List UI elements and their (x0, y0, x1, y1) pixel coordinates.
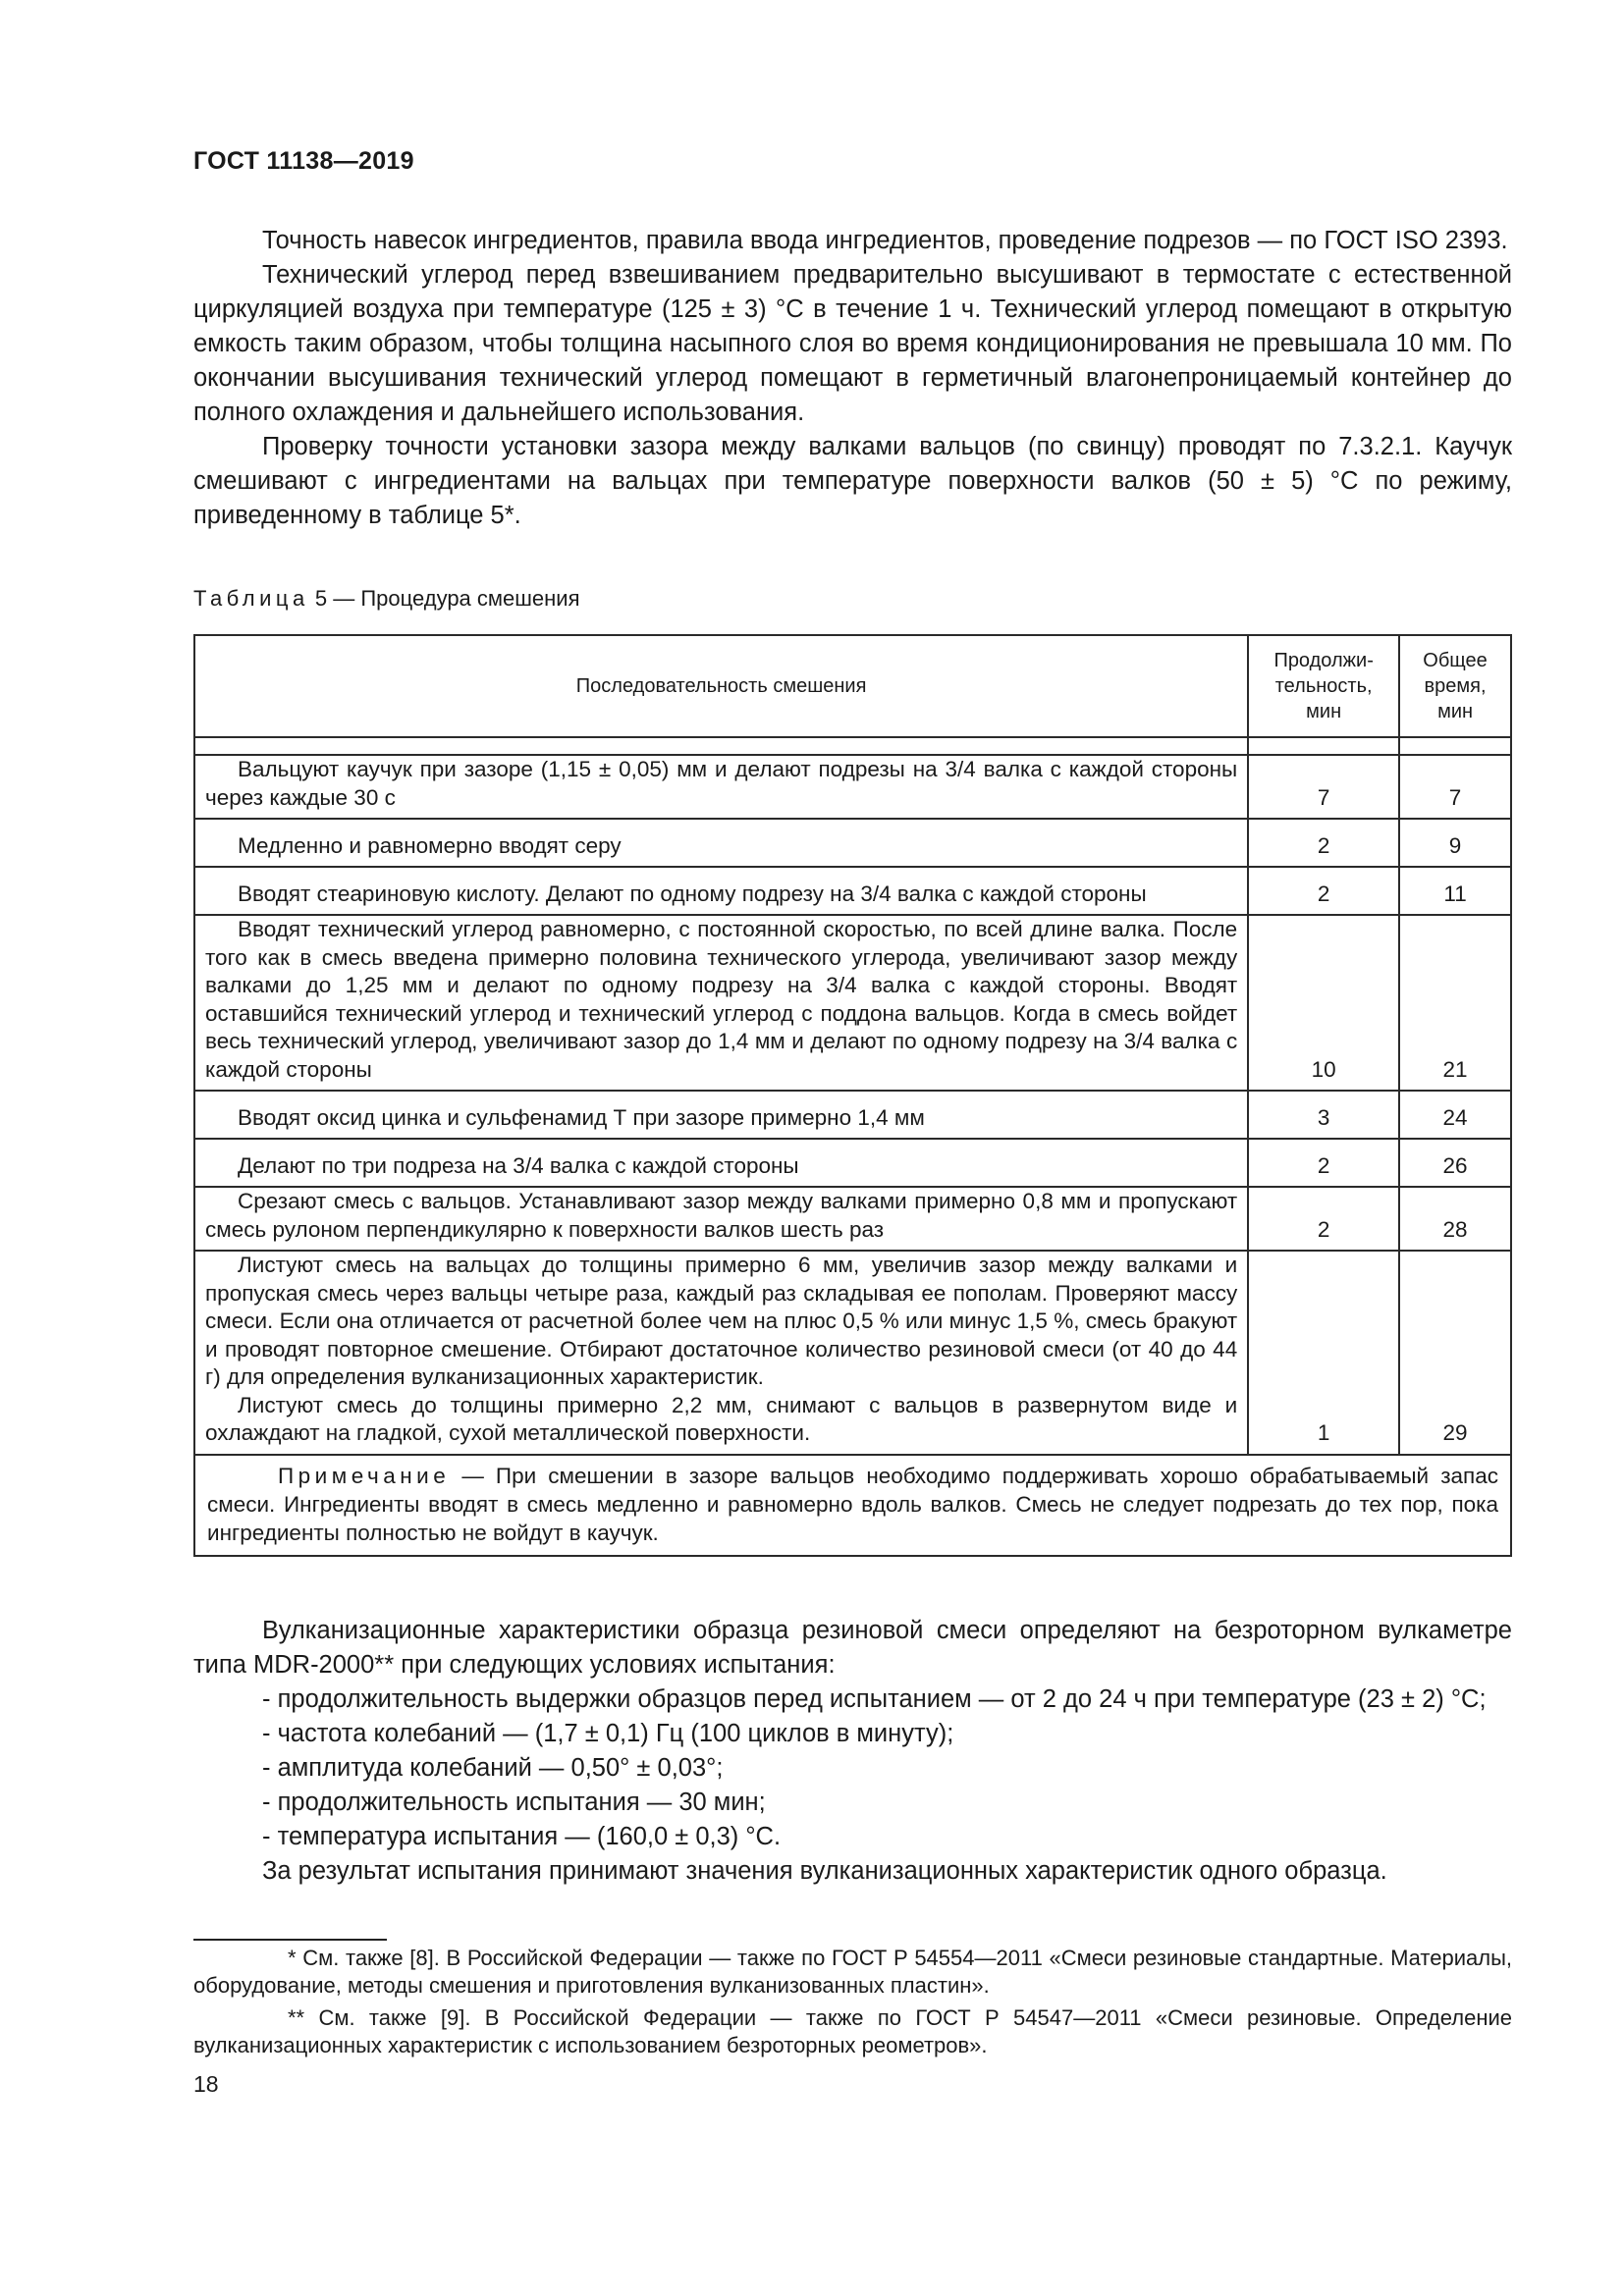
header-total-line: мин (1437, 701, 1474, 722)
page-number: 18 (193, 2071, 219, 2097)
test-condition: - продолжительность выдержки образцов перед испытанием — от 2 до 24 ч при температуре (23 ± 2) °С; (262, 1685, 1487, 1713)
row-description: Делают по три подреза на 3/4 валка с каждой стороны (194, 1139, 1248, 1187)
header-total-time (1399, 635, 1511, 737)
row-total: 29 (1399, 1251, 1511, 1455)
table-row (194, 1187, 1511, 1251)
paragraph: Точность навесок ингредиентов, правила ввода ингредиентов, проведение подрезов — по ГОСТ ISO 2393. (262, 227, 1508, 254)
row-duration: 2 (1248, 819, 1399, 867)
header-total-line: Общее (1423, 650, 1488, 671)
table-note-row (194, 1455, 1511, 1556)
row-total: 7 (1399, 755, 1511, 819)
test-condition: - температура испытания — (160,0 ± 0,3) °С. (262, 1823, 782, 1850)
vulcanization-section (193, 1614, 1512, 1889)
footnote-divider (193, 1939, 387, 1941)
header-duration (1248, 635, 1399, 737)
table-row (194, 1251, 1511, 1455)
header-duration-line: Продолжи- (1273, 650, 1374, 671)
row-description: Вводят технический углерод равномерно, с постоянной скоростью, по всей длине валка. После того как в смесь введена примерно половина технического углерода, увеличивают зазор между валками до 1,25 мм и делают по одному подрезу на 3/4 валка с каждой стороны. Вводят оставшийся технический углерод и технический углерод с поддона вальцов. Когда в смесь войдет весь технический углерод, увеличивают зазор до 1,4 мм и делают по одному подрезу на 3/4 валка с каждой стороны (194, 915, 1248, 1091)
row-total: 21 (1399, 915, 1511, 1091)
table-row (194, 915, 1511, 1091)
row-description: Вводят стеариновую кислоту. Делают по одному подрезу на 3/4 валка с каждой стороны (194, 867, 1248, 915)
header-spacer-row (194, 737, 1511, 755)
footnote: ** См. также [9]. В Российской Федерации — также по ГОСТ Р 54547—2011 «Смеси резиновые. Определение вулканизационных характеристик с использованием безроторных реометров». (193, 2005, 1512, 2057)
table-caption-title: 5 — Процедура смешения (308, 586, 580, 611)
row-description: Медленно и равномерно вводят серу (194, 819, 1248, 867)
row-duration: 10 (1248, 915, 1399, 1091)
intro-text (193, 224, 1512, 533)
row-duration: 1 (1248, 1251, 1399, 1455)
note-text: — При смешении в зазоре вальцов необходимо поддерживать хорошо обрабатываемый запас смеси. Ингредиенты вводят в смесь медленно и равномерно вдоль валков. Смесь не следует подрезать до тех пор, пока ингредиенты полностью не войдут в каучук. (207, 1463, 1498, 1545)
footnote: * См. также [8]. В Российской Федерации — также по ГОСТ Р 54554—2011 «Смеси резиновые стандартные. Материалы, оборудование, методы смешения и приготовления вулканизованных пластин». (193, 1946, 1512, 1998)
header-total-line: время, (1424, 675, 1487, 697)
standard-header: ГОСТ 11138—2019 (193, 147, 414, 175)
header-sequence: Последовательность смешения (194, 635, 1248, 737)
row-total: 26 (1399, 1139, 1511, 1187)
row-duration: 2 (1248, 867, 1399, 915)
table-row (194, 819, 1511, 867)
table-header-row (194, 635, 1511, 737)
row-total: 24 (1399, 1091, 1511, 1139)
table-row (194, 1091, 1511, 1139)
row-total: 28 (1399, 1187, 1511, 1251)
paragraph: Проверку точности установки зазора между валками вальцов (по свинцу) проводят по 7.3.2.1. Каучук смешивают с ингредиентами на вальцах при температуре поверхности валков (50 ± 5) °С по режиму, приведенному в таблице 5*. (193, 433, 1512, 529)
test-condition: - частота колебаний — (1,7 ± 0,1) Гц (100 циклов в минуту); (262, 1720, 954, 1747)
row-duration: 2 (1248, 1139, 1399, 1187)
row-duration: 7 (1248, 755, 1399, 819)
paragraph: Технический углерод перед взвешиванием предварительно высушивают в термостате с естественной циркуляцией воздуха при температуре (125 ± 3) °С в течение 1 ч. Технический углерод помещают в открытую емкость таким образом, чтобы толщина насыпного слоя во время кондиционирования не превышала 10 мм. По окончании высушивания технический углерод помещают в герметичный влагонепроницаемый контейнер до полного охлаждения и дальнейшего использования. (193, 261, 1512, 426)
table-caption-label: Таблица (193, 586, 309, 611)
test-result-statement: За результат испытания принимают значения вулканизационных характеристик одного образца. (262, 1857, 1387, 1885)
header-duration-line: мин (1306, 701, 1342, 722)
note-label: Примечание (278, 1463, 451, 1488)
header-duration-line: тельность, (1274, 675, 1373, 697)
row-total: 11 (1399, 867, 1511, 915)
table-row (194, 755, 1511, 819)
row-total: 9 (1399, 819, 1511, 867)
table-row (194, 1139, 1511, 1187)
row-description: Вводят оксид цинка и сульфенамид Т при зазоре примерно 1,4 мм (194, 1091, 1248, 1139)
test-condition: - амплитуда колебаний — 0,50° ± 0,03°; (262, 1754, 724, 1782)
row-duration: 3 (1248, 1091, 1399, 1139)
row-duration: 2 (1248, 1187, 1399, 1251)
row-description: Листуют смесь на вальцах до толщины примерно 6 мм, увеличив зазор между валками и пропуская смесь через вальцы четыре раза, каждый раз складывая ее пополам. Проверяют массу смеси. Если она отличается от расчетной более чем на плюс 0,5 % или минус 1,5 %, смесь бракуют и проводят повторное смешение. Отбирают достаточное количество резиновой смеси (от 40 до 44 г) для определения вулканизационных характеристик. Листуют смесь до толщины примерно 2,2 мм, снимают с вальцов в развернутом виде и охлаждают на гладкой, сухой металлической поверхности. (194, 1251, 1248, 1455)
test-condition: - продолжительность испытания — 30 мин; (262, 1789, 766, 1816)
mixing-procedure-table (193, 634, 1512, 1557)
table-row (194, 867, 1511, 915)
row-description: Срезают смесь с вальцов. Устанавливают зазор между валками примерно 0,8 мм и пропускают смесь рулоном перпендикулярно к поверхности валков шесть раз (194, 1187, 1248, 1251)
row-description: Вальцуют каучук при зазоре (1,15 ± 0,05) мм и делают подрезы на 3/4 валка с каждой стороны через каждые 30 с (194, 755, 1248, 819)
table-note (194, 1455, 1511, 1556)
footnotes (193, 1945, 1512, 2058)
table-caption (193, 584, 580, 614)
vulcanization-intro: Вулканизационные характеристики образца резиновой смеси определяют на безроторном вулкаметре типа MDR-2000** при следующих условиях испытания: (193, 1617, 1512, 1679)
